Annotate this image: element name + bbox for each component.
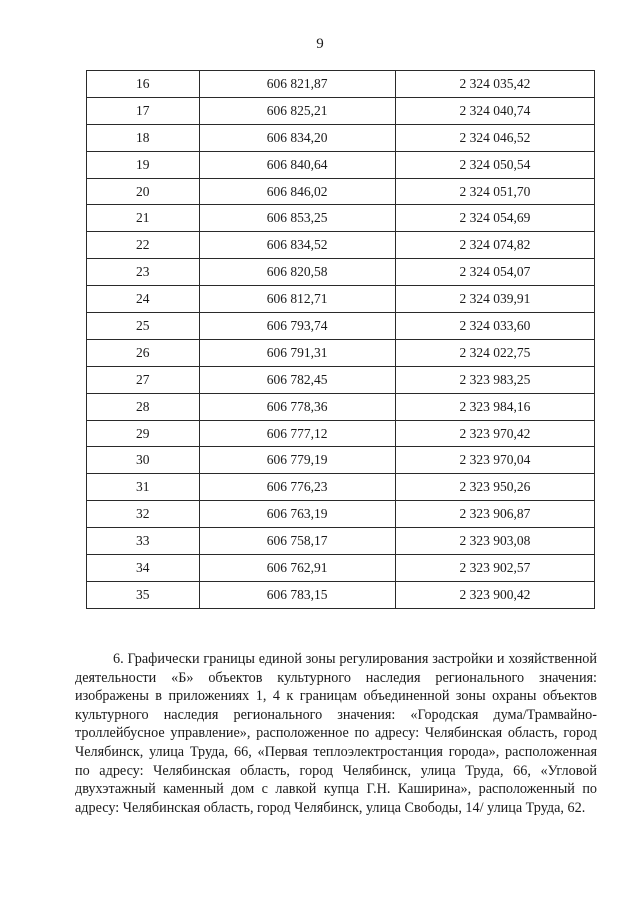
y-coordinate-cell: 2 323 906,87 bbox=[395, 501, 594, 528]
y-coordinate-cell: 2 324 050,54 bbox=[395, 151, 594, 178]
x-coordinate-cell: 606 783,15 bbox=[199, 581, 395, 608]
y-coordinate-cell: 2 324 051,70 bbox=[395, 178, 594, 205]
x-coordinate-cell: 606 812,71 bbox=[199, 286, 395, 313]
table-row bbox=[87, 124, 595, 151]
coordinates-table bbox=[86, 70, 595, 609]
coordinates-table-body bbox=[87, 71, 595, 609]
table-row bbox=[87, 555, 595, 582]
x-coordinate-cell: 606 758,17 bbox=[199, 528, 395, 555]
point-number-cell: 22 bbox=[87, 232, 200, 259]
point-number-cell: 23 bbox=[87, 259, 200, 286]
point-number-cell: 27 bbox=[87, 366, 200, 393]
table-row bbox=[87, 71, 595, 98]
table-row bbox=[87, 447, 595, 474]
x-coordinate-cell: 606 821,87 bbox=[199, 71, 395, 98]
y-coordinate-cell: 2 323 902,57 bbox=[395, 555, 594, 582]
table-row bbox=[87, 528, 595, 555]
page-number: 9 bbox=[316, 36, 324, 52]
point-number-cell: 19 bbox=[87, 151, 200, 178]
point-number-cell: 20 bbox=[87, 178, 200, 205]
point-number-cell: 21 bbox=[87, 205, 200, 232]
table-row bbox=[87, 97, 595, 124]
table-row bbox=[87, 151, 595, 178]
x-coordinate-cell: 606 782,45 bbox=[199, 366, 395, 393]
x-coordinate-cell: 606 778,36 bbox=[199, 393, 395, 420]
table-row bbox=[87, 474, 595, 501]
y-coordinate-cell: 2 323 970,42 bbox=[395, 420, 594, 447]
point-number-cell: 32 bbox=[87, 501, 200, 528]
x-coordinate-cell: 606 779,19 bbox=[199, 447, 395, 474]
point-number-cell: 16 bbox=[87, 71, 200, 98]
point-number-cell: 26 bbox=[87, 339, 200, 366]
x-coordinate-cell: 606 825,21 bbox=[199, 97, 395, 124]
y-coordinate-cell: 2 324 054,69 bbox=[395, 205, 594, 232]
x-coordinate-cell: 606 834,52 bbox=[199, 232, 395, 259]
x-coordinate-cell: 606 763,19 bbox=[199, 501, 395, 528]
y-coordinate-cell: 2 323 900,42 bbox=[395, 581, 594, 608]
table-row bbox=[87, 393, 595, 420]
y-coordinate-cell: 2 324 039,91 bbox=[395, 286, 594, 313]
table-row bbox=[87, 501, 595, 528]
y-coordinate-cell: 2 324 046,52 bbox=[395, 124, 594, 151]
table-row bbox=[87, 205, 595, 232]
x-coordinate-cell: 606 762,91 bbox=[199, 555, 395, 582]
y-coordinate-cell: 2 324 033,60 bbox=[395, 313, 594, 340]
point-number-cell: 31 bbox=[87, 474, 200, 501]
table-row bbox=[87, 178, 595, 205]
x-coordinate-cell: 606 834,20 bbox=[199, 124, 395, 151]
x-coordinate-cell: 606 853,25 bbox=[199, 205, 395, 232]
y-coordinate-cell: 2 324 074,82 bbox=[395, 232, 594, 259]
point-number-cell: 30 bbox=[87, 447, 200, 474]
x-coordinate-cell: 606 776,23 bbox=[199, 474, 395, 501]
table-row bbox=[87, 259, 595, 286]
point-number-cell: 28 bbox=[87, 393, 200, 420]
table-row bbox=[87, 286, 595, 313]
y-coordinate-cell: 2 323 983,25 bbox=[395, 366, 594, 393]
point-number-cell: 33 bbox=[87, 528, 200, 555]
point-number-cell: 17 bbox=[87, 97, 200, 124]
y-coordinate-cell: 2 323 984,16 bbox=[395, 393, 594, 420]
x-coordinate-cell: 606 820,58 bbox=[199, 259, 395, 286]
y-coordinate-cell: 2 323 950,26 bbox=[395, 474, 594, 501]
x-coordinate-cell: 606 791,31 bbox=[199, 339, 395, 366]
point-number-cell: 29 bbox=[87, 420, 200, 447]
table-row bbox=[87, 339, 595, 366]
x-coordinate-cell: 606 846,02 bbox=[199, 178, 395, 205]
point-number-cell: 34 bbox=[87, 555, 200, 582]
point-number-cell: 18 bbox=[87, 124, 200, 151]
table-row bbox=[87, 581, 595, 608]
y-coordinate-cell: 2 324 040,74 bbox=[395, 97, 594, 124]
x-coordinate-cell: 606 777,12 bbox=[199, 420, 395, 447]
x-coordinate-cell: 606 793,74 bbox=[199, 313, 395, 340]
y-coordinate-cell: 2 323 903,08 bbox=[395, 528, 594, 555]
table-row bbox=[87, 232, 595, 259]
point-number-cell: 25 bbox=[87, 313, 200, 340]
paragraph-6: 6. Графически границы единой зоны регулирования застройки и хозяйственной деятельности «Б» объектов культурного наследия регионального значения: изображены в приложениях 1, 4 к границам объединенной зоны охраны объектов культурного наследия регионального значения: «Городская дума/Трамвайно-троллейбусное управление», расположенное по адресу: Челябинская область, город Челябинск, улица Труда, 66, «Первая теплоэлектростанция города», расположенная по адресу: Челябинская область, город Челябинск, улица Труда, 66, «Угловой двухэтажный каменный дом с лавкой купца Г.Н. Каширина», расположенный по адресу: Челябинская область, город Челябинск, улица Свободы, 14/ улица Труда, 62. bbox=[75, 651, 597, 816]
y-coordinate-cell: 2 324 054,07 bbox=[395, 259, 594, 286]
point-number-cell: 24 bbox=[87, 286, 200, 313]
point-number-cell: 35 bbox=[87, 581, 200, 608]
table-row bbox=[87, 366, 595, 393]
table-row bbox=[87, 420, 595, 447]
table-row bbox=[87, 313, 595, 340]
y-coordinate-cell: 2 324 035,42 bbox=[395, 71, 594, 98]
y-coordinate-cell: 2 323 970,04 bbox=[395, 447, 594, 474]
x-coordinate-cell: 606 840,64 bbox=[199, 151, 395, 178]
y-coordinate-cell: 2 324 022,75 bbox=[395, 339, 594, 366]
